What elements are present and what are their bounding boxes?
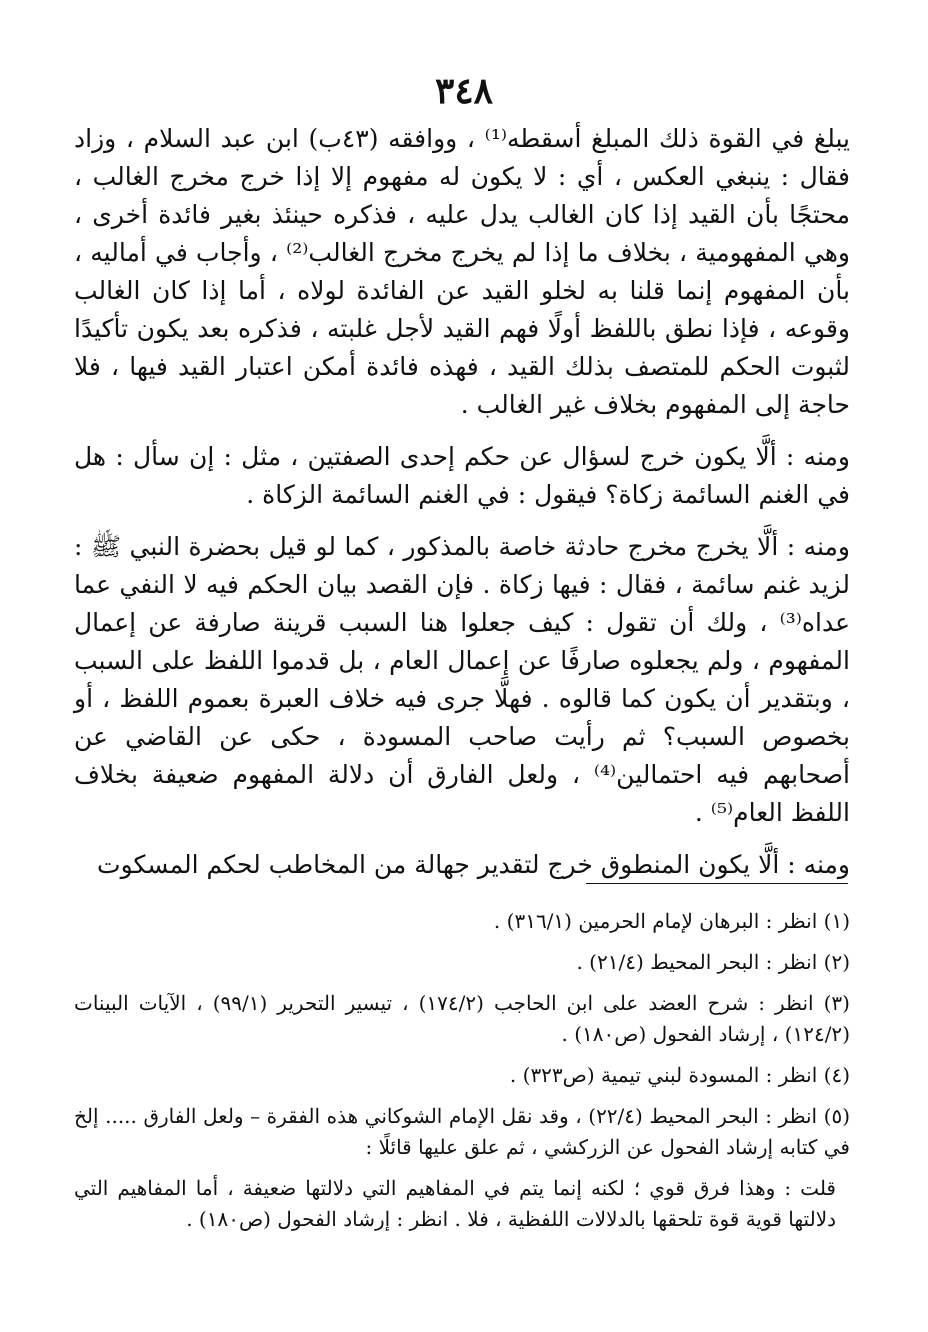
page-number: ٣٤٨ [434, 70, 493, 112]
footnote-5-quote: قلت : وهذا فرق قوي ؛ لكنه إنما يتم في المفاهيم التي دلالتها ضعيفة ، أما المفاهيم التي دلالتها قوية قوة تلحقها بالدلالات اللفظية ، فلا . انظر : إرشاد الفحول (ص١٨٠) . [74, 1176, 836, 1231]
footnote-2: (٢) انظر : البحر المحيط (٢١/٤) . [576, 950, 850, 974]
footnote-1: (١) انظر : البرهان لإمام الحرمين (٣١٦/١) . [493, 909, 850, 933]
footnote-4: (٤) انظر : المسودة لبني تيمية (ص٣٢٣) . [509, 1063, 850, 1087]
footnote-5: (٥) انظر : البحر المحيط (٢٢/٤) ، وقد نقل الإمام الشوكاني هذه الفقرة – ولعل الفارق ..... إلخ في كتابه إرشاد الفحول عن الزركشي ، ثم علق عليها قائلًا : [74, 1104, 851, 1159]
footnote-3: (٣) انظر : شرح العضد على ابن الحاجب (١٧٤/٢) ، تيسير التحرير (٩٩/١) ، الآيات البينات (١٢٤/٢) ، إرشاد الفحول (ص١٨٠) . [74, 991, 850, 1046]
paragraph-2: ومنه : ألَّا يكون خرج لسؤال عن حكم إحدى الصفتين ، مثل : إن سأل : هل في الغنم السائمة زكاة؟ فيقول : في الغنم السائمة الزكاة . [74, 442, 850, 509]
footnote-divider [586, 883, 848, 884]
paragraph-1: يبلغ في القوة ذلك المبلغ أسقطه⁽¹⁾ ، ووافقه (٤٣ب) ابن عبد السلام ، وزاد فقال : ينبغي العكس ، أي : لا يكون له مفهوم إلا إذا خرج مخرج الغالب ، محتجًا بأن القيد إذا كان الغالب يدل عليه ، فذكره حينئذ بغير فائدة أخرى ، وهي المفهومية ، بخلاف ما إذا لم يخرج مخرج الغالب⁽²⁾ ، وأجاب في أماليه ، بأن المفهوم إنما قلنا به لخلو القيد عن الفائدة لولاه ، أما إذا كان الغالب وقوعه ، فإذا نطق باللفظ أولًا فهم القيد لأجل غلبته ، فذكره بعد يكون تأكيدًا لثبوت الحكم للمتصف بذلك القيد ، فهذه فائدة أمكن اعتبار القيد فيها ، فلا حاجة إلى المفهوم بخلاف غير الغالب . [74, 124, 850, 419]
paragraph-3: ومنه : ألَّا يخرج مخرج حادثة خاصة بالمذكور ، كما لو قيل بحضرة النبي ﷺ : لزيد غنم سائمة ، فقال : فيها زكاة . فإن القصد بيان الحكم فيه لا النفي عما عداه⁽³⁾ ، ولك أن تقول : كيف جعلوا هنا السبب قرينة صارفة عن إعمال المفهوم ، ولم يجعلوه صارفًا عن إعمال العام ، بل قدموا اللفظ على السبب ، وبتقدير أن يكون كما قالوه . فهلَّا جرى فيه خلاف العبرة بعموم اللفظ ، أو بخصوص السبب؟ ثم رأيت صاحب المسودة ، حكى عن القاضي عن أصحابهم فيه احتمالين⁽⁴⁾ ، ولعل الفارق أن دلالة المفهوم ضعيفة بخلاف اللفظ العام⁽⁵⁾ . [74, 532, 850, 827]
footnotes [74, 906, 850, 1245]
main-text [74, 120, 850, 898]
paragraph-4: ومنه : ألَّا يكون المنطوق خرج لتقدير جهالة من المخاطب لحكم المسكوت [97, 850, 850, 879]
